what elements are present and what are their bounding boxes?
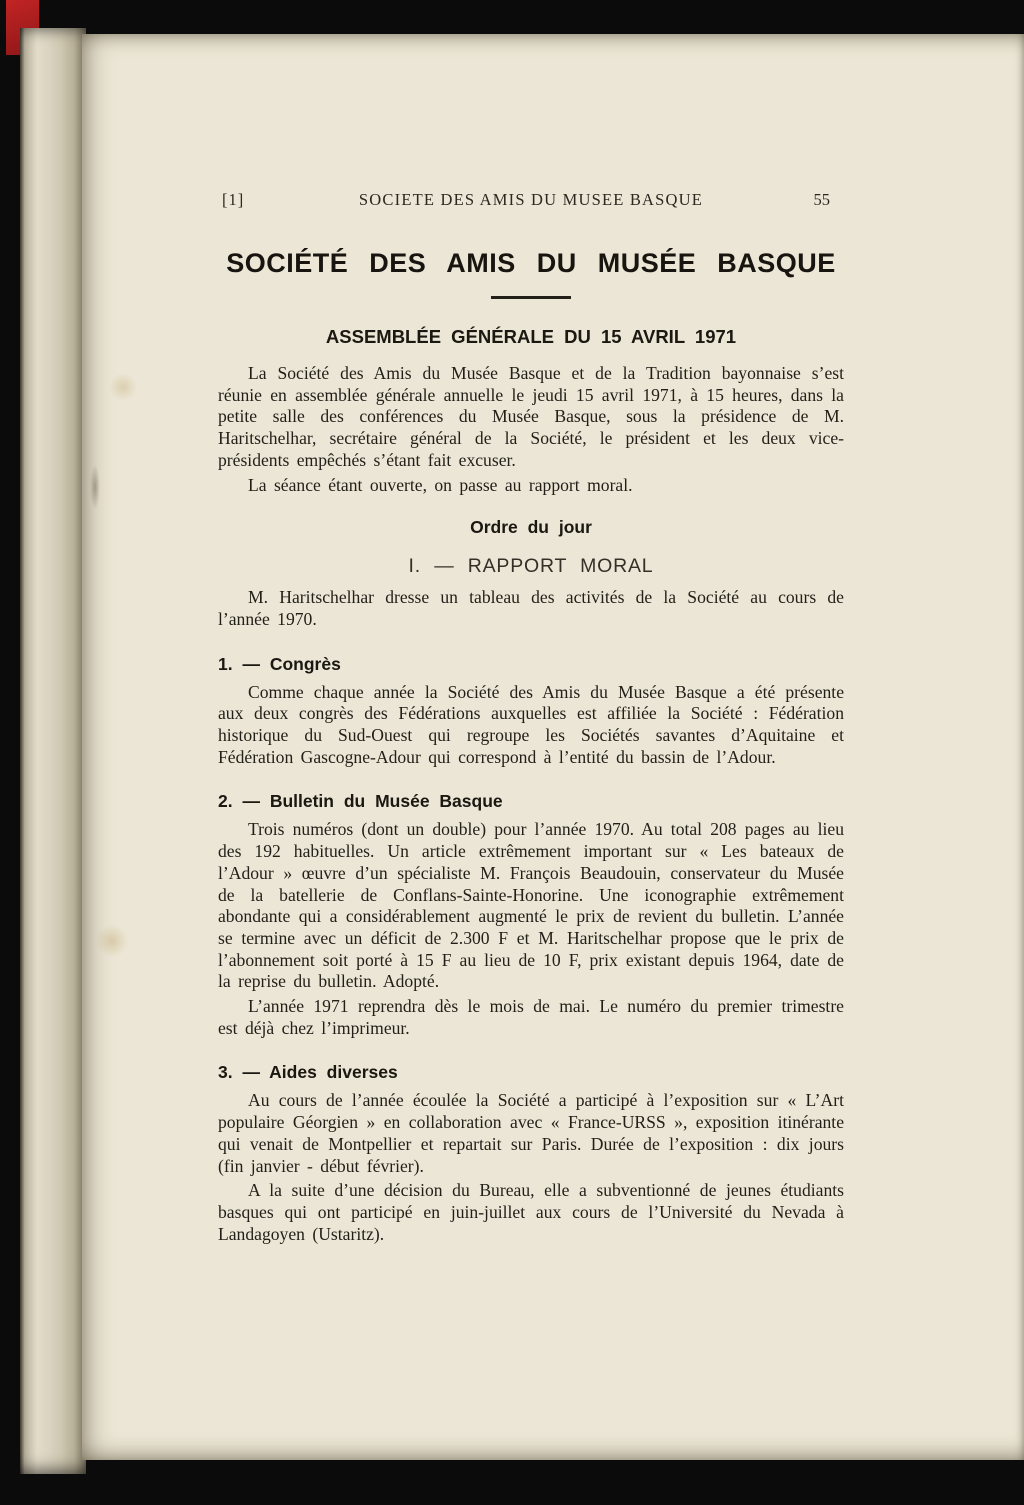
paragraph: L’année 1971 reprendra dès le mois de mai. Le numéro du premier trimestre est déjà chez l’imprimeur. [218,996,844,1038]
title-rule [491,296,571,299]
paragraph: Trois numéros (dont un double) pour l’année 1970. Au total 208 pages au lieu des 192 habituelles. Un article extrêmement important sur « Les bateaux de l’Adour » œuvre d’un spécialiste M. François Beaudouin, conservateur du Musée de la batellerie de Conflans-Sainte-Honorine. Une iconographie extrêmement abondante qui a considérablement augmenté le prix de revient du bulletin. L’année se termine avec un déficit de 2.300 F et M. Haritschelhar propose que le prix de l’abonnement soit porté à 15 F au lieu de 10 F, prix existant depuis 1964, date de la reprise du bulletin. Adopté. [218,819,844,992]
paper-stain [96,924,128,958]
paragraph: Au cours de l’année écoulée la Société a participé à l’exposition sur « L’Art populaire Géorgien » en collaboration avec « France-URSS », exposition itinérante qui venait de Montpellier et repartait sur Paris. Durée de l’exposition : dix jours (fin janvier - début février). [218,1090,844,1176]
running-header [218,190,844,212]
agenda-heading: Ordre du jour [470,517,592,538]
section-heading: 2. — Bulletin du Musée Basque [218,791,503,812]
section-heading: 1. — Congrès [218,653,341,674]
page-content [218,190,844,1245]
binding-shadow-mark [90,464,100,510]
page-number: 55 [813,190,830,209]
section-congres [218,654,844,769]
paragraph: A la suite d’une décision du Bureau, elle a subventionné de jeunes étudiants basques qui ont participé en juin-juillet aux cours de l’Université du Nevada à Landagoyen (Ustaritz). [218,1180,844,1244]
section-aides [218,1062,844,1245]
paragraph: La Société des Amis du Musée Basque et de la Tradition bayonnaise s’est réunie en assemblée générale annuelle le jeudi 15 avril 1971, à 15 heures, dans la petite salle des conférences du Musée Basque, sous la présidence de M. Haritschelhar, secrétaire général de la Société, le président et les deux vice-présidents empêchés s’étant fait excuser. [218,363,844,470]
report-heading: I. — RAPPORT MORAL [408,555,654,578]
book-page [82,34,1024,1460]
intro-block [218,363,844,496]
paragraph: Comme chaque année la Société des Amis du Musée Basque a été présente aux deux congrès des Fédérations auxquelles est affiliée la Société : Fédération historique du Sud-Ouest qui regroupe les Sociétés savantes d’Aquitaine et Fédération Gascogne-Adour qui correspond à l’entité du bassin de l’Adour. [218,681,844,767]
paragraph: M. Haritschelhar dresse un tableau des activités de la Société au cours de l’année 1970. [218,587,844,629]
paragraph: La séance étant ouverte, on passe au rapport moral. [248,474,633,495]
section-bulletin [218,791,844,1039]
folio-bracket: [1] [222,190,245,209]
book-page-edges [20,28,86,1474]
article-title: SOCIÉTÉ DES AMIS DU MUSÉE BASQUE [226,248,836,278]
assembly-subtitle: ASSEMBLÉE GÉNÉRALE DU 15 AVRIL 1971 [325,326,737,347]
running-title: SOCIETE DES AMIS DU MUSEE BASQUE [358,190,704,209]
section-heading: 3. — Aides diverses [218,1062,398,1083]
paper-stain [110,372,136,402]
